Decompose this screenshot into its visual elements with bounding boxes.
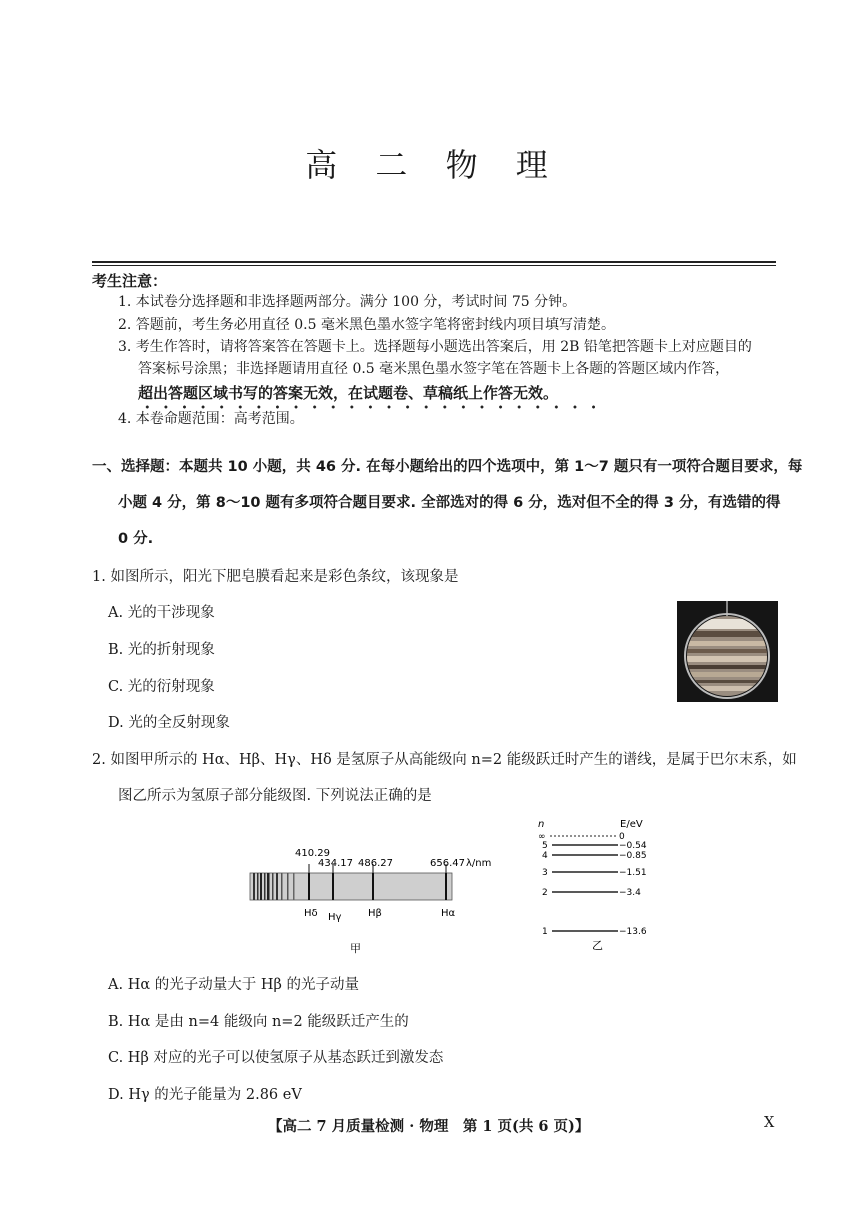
level-n-inf: ∞	[538, 832, 546, 842]
q1-option-d: D. 光的全反射现象	[108, 715, 230, 731]
header-rule-thin	[92, 265, 776, 266]
spectrum-caption: 甲	[350, 942, 361, 955]
level-n-1: 1	[542, 927, 548, 937]
page-footer: 【高二 7 月质量检测 · 物理 第 1 页(共 6 页)】	[268, 1118, 590, 1135]
page-title: 高 二 物 理	[305, 146, 562, 184]
level-e-inf: 0	[619, 832, 625, 842]
notice-item-2: 2. 答题前，考生务必用直径 0.5 毫米黑色墨水签字笔将密封线内项目填写清楚。	[118, 317, 615, 333]
wavelength-unit: λ/nm	[466, 858, 492, 869]
line-label-h-beta: Hβ	[368, 908, 382, 919]
section-1-line-1: 一、选择题：本题共 10 小题，共 46 分. 在每小题给出的四个选项中，第 1～7 题只有一项符合题目要求，每	[92, 459, 803, 475]
notice-item-4: 4. 本卷命题范围：高考范围。	[118, 411, 304, 427]
spectrum-band	[250, 873, 452, 900]
notice-heading: 考生注意：	[92, 272, 168, 290]
line-label-h-delta: Hδ	[304, 908, 318, 919]
notice-item-1: 1. 本试卷分选择题和非选择题两部分。满分 100 分，考试时间 75 分钟。	[118, 294, 577, 310]
line-label-h-gamma: Hγ	[328, 912, 342, 923]
level-n-4: 4	[542, 851, 548, 861]
line-label-h-alpha: Hα	[441, 908, 456, 919]
wavelength-label-h-gamma: 434.17	[318, 858, 353, 869]
q2-option-d: D. Hγ 的光子能量为 2.86 eV	[108, 1087, 302, 1103]
q1-stem: 1. 如图所示，阳光下肥皂膜看起来是彩色条纹，该现象是	[92, 569, 459, 585]
wavelength-label-h-beta: 486.27	[358, 858, 393, 869]
wavelength-label-h-alpha: 656.47	[430, 858, 465, 869]
spectrum-figure	[240, 840, 500, 960]
q1-option-c: C. 光的衍射现象	[108, 679, 215, 695]
level-n-3: 3	[542, 868, 548, 878]
notice-item-3-emphasis: 超出答题区域书写的答案无效，在试题卷、草稿纸上作答无效。	[138, 384, 559, 402]
notice-item-3-line-1: 3. 考生作答时，请将答案答在答题卡上。选择题每小题选出答案后，用 2B 铅笔把答题卡上对应题目的	[118, 339, 752, 355]
energy-caption: 乙	[592, 939, 603, 952]
paper-code: X	[764, 1115, 775, 1131]
q2-stem-line-2: 图乙所示为氢原子部分能级图. 下列说法正确的是	[118, 788, 432, 804]
level-e-1: −13.6	[619, 927, 647, 937]
soap-film-photo	[677, 601, 778, 702]
level-n-5: 5	[542, 841, 548, 851]
q2-option-c: C. Hβ 对应的光子可以使氢原子从基态跃迁到激发态	[108, 1050, 444, 1066]
energy-level-diagram	[530, 815, 670, 955]
level-e-4: −0.85	[619, 851, 647, 861]
q2-option-a: A. Hα 的光子动量大于 Hβ 的光子动量	[108, 977, 359, 993]
level-n-2: 2	[542, 888, 548, 898]
level-e-3: −1.51	[619, 868, 647, 878]
level-e-2: −3.4	[619, 888, 641, 898]
wavelength-label-h-delta: 410.29	[295, 848, 330, 859]
q1-option-b: B. 光的折射现象	[108, 642, 215, 658]
q1-option-a: A. 光的干涉现象	[108, 605, 215, 621]
section-1-line-2: 小题 4 分，第 8～10 题有多项符合题目要求. 全部选对的得 6 分，选对但不全的得 3 分，有选错的得	[118, 495, 781, 511]
q2-option-b: B. Hα 是由 n=4 能级向 n=2 能级跃迁产生的	[108, 1014, 409, 1030]
header-rule-thick	[92, 261, 776, 263]
energy-axis-label: E/eV	[620, 819, 643, 830]
q2-stem-line-1: 2. 如图甲所示的 Hα、Hβ、Hγ、Hδ 是氢原子从高能级向 n=2 能级跃迁时产生的谱线，是属于巴尔末系，如	[92, 752, 797, 768]
section-1-line-3: 0 分.	[118, 531, 154, 547]
n-axis-label: n	[538, 819, 545, 830]
notice-item-3-line-2: 答案标号涂黑；非选择题请用直径 0.5 毫米黑色墨水签字笔在答题卡上各题的答题区域内作答，	[138, 361, 730, 377]
level-e-5: −0.54	[619, 841, 647, 851]
